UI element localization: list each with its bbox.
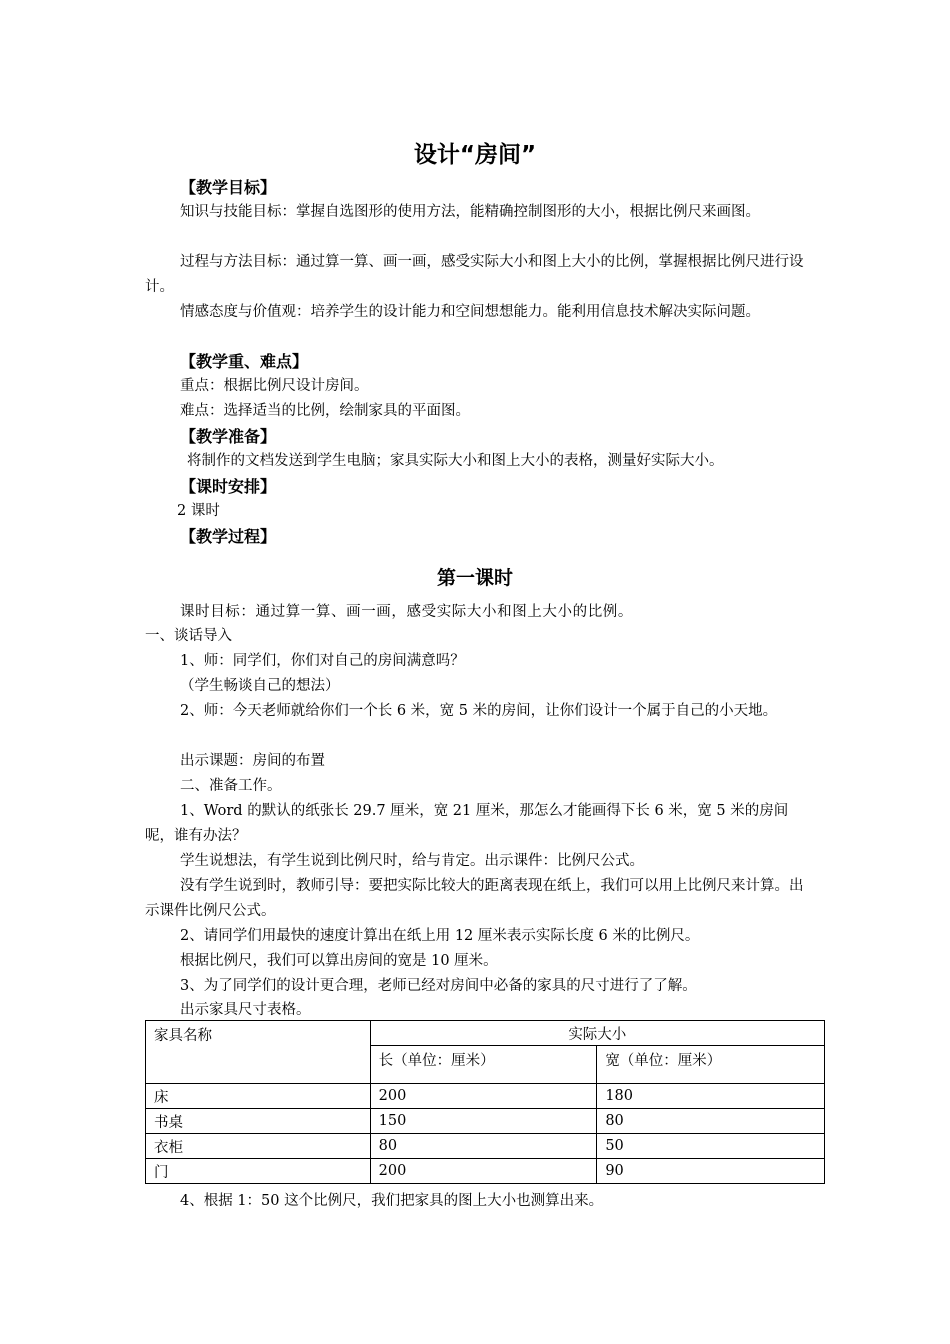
lesson1-goal: 课时目标：通过算一算、画一画，感受实际大小和图上大小的比例。 (180, 604, 633, 620)
table-row (146, 1109, 825, 1134)
work-step-2-a: 根据比例尺，我们可以算出房间的宽是 10 厘米。 (180, 953, 498, 969)
key-points-heading: 【教学重、难点】 (180, 352, 309, 371)
lesson1-title: 第一课时 (436, 567, 513, 589)
cell-length: 150 (370, 1109, 597, 1134)
header-actual-size: 实际大小 (370, 1021, 824, 1046)
header-width: 宽（单位：厘米） (597, 1046, 825, 1084)
question-2: 2、师：今天老师就给你们一个长 6 米，宽 5 米的房间，让你们设计一个属于自己的小天地。 (180, 703, 778, 719)
cell-length: 200 (370, 1084, 597, 1109)
cell-width: 90 (597, 1159, 825, 1184)
goal-emotion: 情感态度与价值观：培养学生的设计能力和空间想想能力。能利用信息技术解决实际问题。 (180, 304, 760, 320)
cell-name: 门 (146, 1159, 371, 1184)
table-row (146, 1159, 825, 1184)
question-1: 1、师：同学们，你们对自己的房间满意吗？ (180, 653, 465, 669)
header-furniture-name: 家具名称 (146, 1021, 371, 1084)
cell-name: 衣柜 (146, 1134, 371, 1159)
preparation-text: 将制作的文档发送到学生电脑；家具实际大小和图上大小的表格，测量好实际大小。 (187, 453, 724, 469)
cell-length: 80 (370, 1134, 597, 1159)
table-row (146, 1084, 825, 1109)
work-step-3: 3、为了同学们的设计更合理，老师已经对房间中必备的家具的尺寸进行了了解。 (180, 978, 697, 994)
cell-width: 180 (597, 1084, 825, 1109)
difficult-point: 难点：选择适当的比例，绘制家具的平面图。 (180, 403, 470, 419)
cell-name: 床 (146, 1084, 371, 1109)
table-row (146, 1134, 825, 1159)
preparation-heading: 【教学准备】 (180, 427, 277, 446)
work-step-4: 4、根据 1：50 这个比例尺，我们把家具的图上大小也测算出来。 (180, 1193, 604, 1209)
furniture-size-table (145, 1020, 825, 1184)
goal-process: 过程与方法目标：通过算一算、画一画，感受实际大小和图上大小的比例，掌握根据比例尺进行设计。 (145, 254, 804, 295)
goals-heading: 【教学目标】 (180, 178, 277, 197)
cell-width: 80 (597, 1109, 825, 1134)
work-step-2: 2、请同学们用最快的速度计算出在纸上用 12 厘米表示实际长度 6 米的比例尺。 (180, 928, 700, 944)
schedule-text: 2 课时 (177, 503, 220, 519)
work-step-1-a: 学生说想法，有学生说到比例尺时，给与肯定。出示课件：比例尺公式。 (180, 853, 644, 869)
cell-width: 50 (597, 1134, 825, 1159)
work-step-1-b: 没有学生说到时，教师引导：要把实际比较大的距离表现在纸上，我们可以用上比例尺来计算。出示课件比例尺公式。 (145, 878, 804, 919)
process-heading: 【教学过程】 (180, 527, 277, 546)
goal-knowledge: 知识与技能目标：掌握自选图形的使用方法，能精确控制图形的大小，根据比例尺来画图。 (180, 204, 760, 220)
cell-length: 200 (370, 1159, 597, 1184)
section-preparation: 二、准备工作。 (180, 778, 282, 794)
section-talk-intro: 一、谈话导入 (145, 628, 232, 644)
cell-name: 书桌 (146, 1109, 371, 1134)
work-step-3-a: 出示家具尺寸表格。 (180, 1002, 311, 1018)
work-step-1: 1、Word 的默认的纸张长 29.7 厘米，宽 21 厘米，那怎么才能画得下长 6 米，宽 5 米的房间呢，谁有办法？ (145, 803, 789, 844)
topic-line: 出示课题：房间的布置 (180, 753, 325, 769)
table-header-row (146, 1021, 825, 1046)
header-length: 长（单位：厘米） (370, 1046, 597, 1084)
question-1-note: （学生畅谈自己的想法） (180, 678, 340, 694)
schedule-heading: 【课时安排】 (180, 477, 277, 496)
document-title: 设计“房间” (413, 142, 537, 168)
key-point: 重点：根据比例尺设计房间。 (180, 378, 369, 394)
